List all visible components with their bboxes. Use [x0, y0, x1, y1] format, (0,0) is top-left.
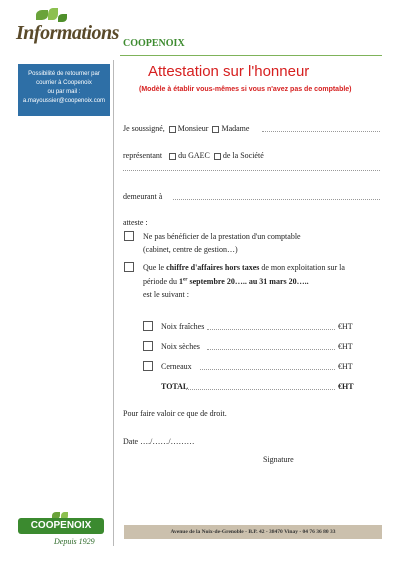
option2-post: de mon exploitation sur la — [261, 263, 345, 272]
soussigne-label: Je soussigné, — [123, 124, 165, 133]
noix-fraiches-unit: €HT — [338, 322, 353, 331]
noix-fraiches-checkbox[interactable] — [143, 321, 153, 331]
madame-checkbox[interactable] — [212, 126, 219, 133]
total-text: TOTAL — [161, 382, 189, 391]
option2-line2 — [143, 277, 309, 286]
signature-label: Signature — [263, 455, 294, 464]
footer-address-bar: Avenue de la Noix-de-Grenoble - B.P. 42 - 38470 Vinay - 04 76 36 80 33 — [124, 525, 382, 539]
footer-brand: COOPENOIX — [18, 518, 104, 534]
option1-line1: Ne pas bénéficier de la prestation d'un comptable — [143, 232, 301, 241]
option2-period-pre: période du — [143, 277, 177, 286]
soussigne-line — [123, 124, 249, 133]
header-divider — [120, 55, 382, 56]
logo-text: Informations — [16, 22, 119, 44]
atteste-label: atteste : — [123, 218, 148, 227]
leaf-icon — [36, 10, 48, 20]
option2-sup: er — [183, 277, 188, 283]
return-email[interactable]: a.mayoussier@coopenoix.com — [22, 98, 106, 104]
option2-day: 1 — [179, 277, 183, 286]
total-unit — [338, 382, 354, 391]
name-field[interactable] — [262, 131, 380, 132]
societe-checkbox[interactable] — [214, 153, 221, 160]
no-accountant-checkbox[interactable] — [124, 231, 134, 241]
depuis-text: Depuis 1929 — [54, 537, 95, 546]
noix-seches-checkbox[interactable] — [143, 341, 153, 351]
noix-seches-label: Noix sèches — [161, 342, 200, 351]
return-info-line: Possibilité de retourner par — [28, 71, 100, 77]
noix-seches-amount[interactable] — [207, 349, 335, 350]
date-field[interactable]: Date …./……/……… — [123, 437, 195, 446]
option2-pre: Que le — [143, 263, 165, 272]
total-label — [161, 382, 188, 391]
demeurant-label: demeurant à — [123, 192, 163, 201]
return-info-box — [18, 64, 110, 116]
pour-faire-valoir: Pour faire valoir ce que de droit. — [123, 409, 227, 418]
monsieur-label: Monsieur — [177, 124, 209, 133]
total-amount[interactable] — [186, 389, 335, 390]
noix-fraiches-label: Noix fraîches — [161, 322, 205, 331]
option2-period: septembre 20….. au 31 mars 20….. — [189, 277, 309, 286]
company-field[interactable] — [123, 170, 380, 171]
gaec-label: du GAEC — [178, 151, 210, 160]
cerneaux-amount[interactable] — [200, 369, 335, 370]
informations-logo — [14, 8, 119, 54]
option2-line1 — [143, 263, 345, 272]
leaf-icon — [48, 8, 58, 20]
option2-bold: chiffre d'affaires hors taxes — [166, 263, 260, 272]
representant-label: représentant — [123, 151, 163, 160]
turnover-checkbox[interactable] — [124, 262, 134, 272]
page-title: Attestation sur l'honneur — [148, 63, 310, 80]
societe-label: de la Société — [222, 151, 264, 160]
option2-line3: est le suivant : — [143, 290, 189, 299]
leaf-icon — [58, 14, 67, 22]
madame-label: Madame — [221, 124, 250, 133]
total-unit-text: €HT — [338, 382, 354, 391]
representant-line — [123, 151, 264, 160]
vertical-divider — [113, 60, 114, 546]
cerneaux-label: Cerneaux — [161, 362, 192, 371]
monsieur-checkbox[interactable] — [169, 126, 176, 133]
page-subtitle: (Modèle à établir vous-mêmes si vous n'avez pas de comptable) — [139, 86, 352, 93]
noix-fraiches-amount[interactable] — [207, 329, 335, 330]
cerneaux-unit: €HT — [338, 362, 353, 371]
address-field[interactable] — [173, 199, 380, 200]
brand-name: COOPENOIX — [123, 38, 185, 49]
noix-seches-unit: €HT — [338, 342, 353, 351]
cerneaux-checkbox[interactable] — [143, 361, 153, 371]
option1-line2: (cabinet, centre de gestion…) — [143, 245, 238, 254]
return-info-line: courrier à Coopenoix — [36, 80, 92, 86]
return-info-line: ou par mail : — [47, 89, 81, 95]
coopenoix-footer-logo — [18, 512, 106, 548]
gaec-checkbox[interactable] — [169, 153, 176, 160]
